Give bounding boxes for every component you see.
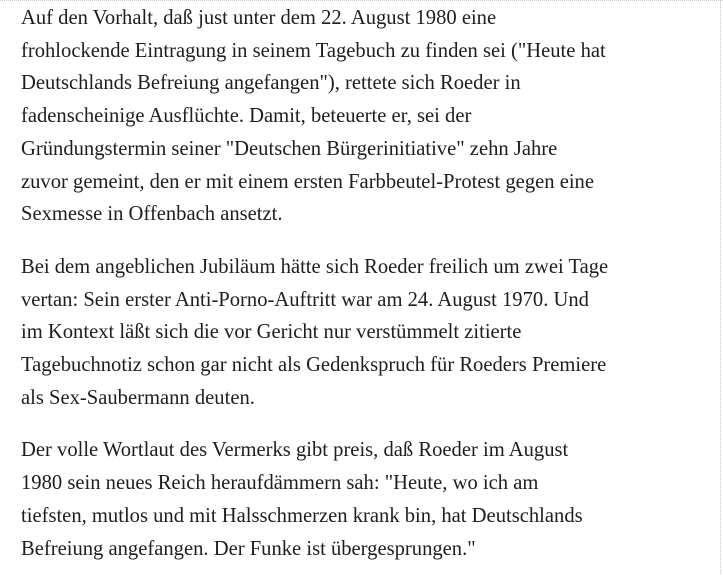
- paragraph-1: [21, 2, 711, 231]
- paragraph-2: [21, 251, 711, 415]
- text-line: 1980 sein neues Reich heraufdämmern sah: "Heute, wo ich am: [21, 472, 539, 495]
- text-line: Sexmesse in Offenbach ansetzt.: [21, 203, 283, 226]
- text-line: zuvor gemeint, den er mit einem ersten Farbbeutel-Protest gegen eine: [21, 170, 594, 193]
- text-line: Bei dem angeblichen Jubiläum hätte sich Roeder freilich um zwei Tage: [21, 255, 609, 278]
- right-divider: [720, 0, 721, 574]
- text-line: Gründungstermin seiner "Deutschen Bürgerinitiative" zehn Jahre: [21, 137, 558, 160]
- text-line: vertan: Sein erster Anti-Porno-Auftritt war am 24. August 1970. Und: [21, 288, 589, 311]
- text-line: Tagebuchnotiz schon gar nicht als Gedenkspruch für Roeders Premiere: [21, 354, 607, 377]
- text-line: Deutschlands Befreiung angefangen"), rettete sich Roeder in: [21, 72, 521, 95]
- top-divider: [0, 0, 723, 1]
- text-line: frohlockende Eintragung in seinem Tagebuch zu finden sei ("Heute hat: [21, 39, 606, 62]
- text-line: als Sex-Saubermann deuten.: [21, 386, 255, 409]
- text-line: im Kontext läßt sich die vor Gericht nur verstümmelt zitierte: [21, 321, 522, 344]
- paragraph-3: [21, 434, 711, 565]
- text-line: Befreiung angefangen. Der Funke ist übergesprungen.": [21, 537, 476, 560]
- text-line: Auf den Vorhalt, daß just unter dem 22. August 1980 eine: [21, 7, 497, 29]
- text-line: Der volle Wortlaut des Vermerks gibt preis, daß Roeder im August: [21, 439, 569, 462]
- article-body: [21, 2, 711, 585]
- text-line: tiefsten, mutlos und mit Halsschmerzen krank bin, hat Deutschlands: [21, 504, 583, 527]
- text-line: fadenscheinige Ausflüchte. Damit, beteuerte er, sei der: [21, 105, 472, 128]
